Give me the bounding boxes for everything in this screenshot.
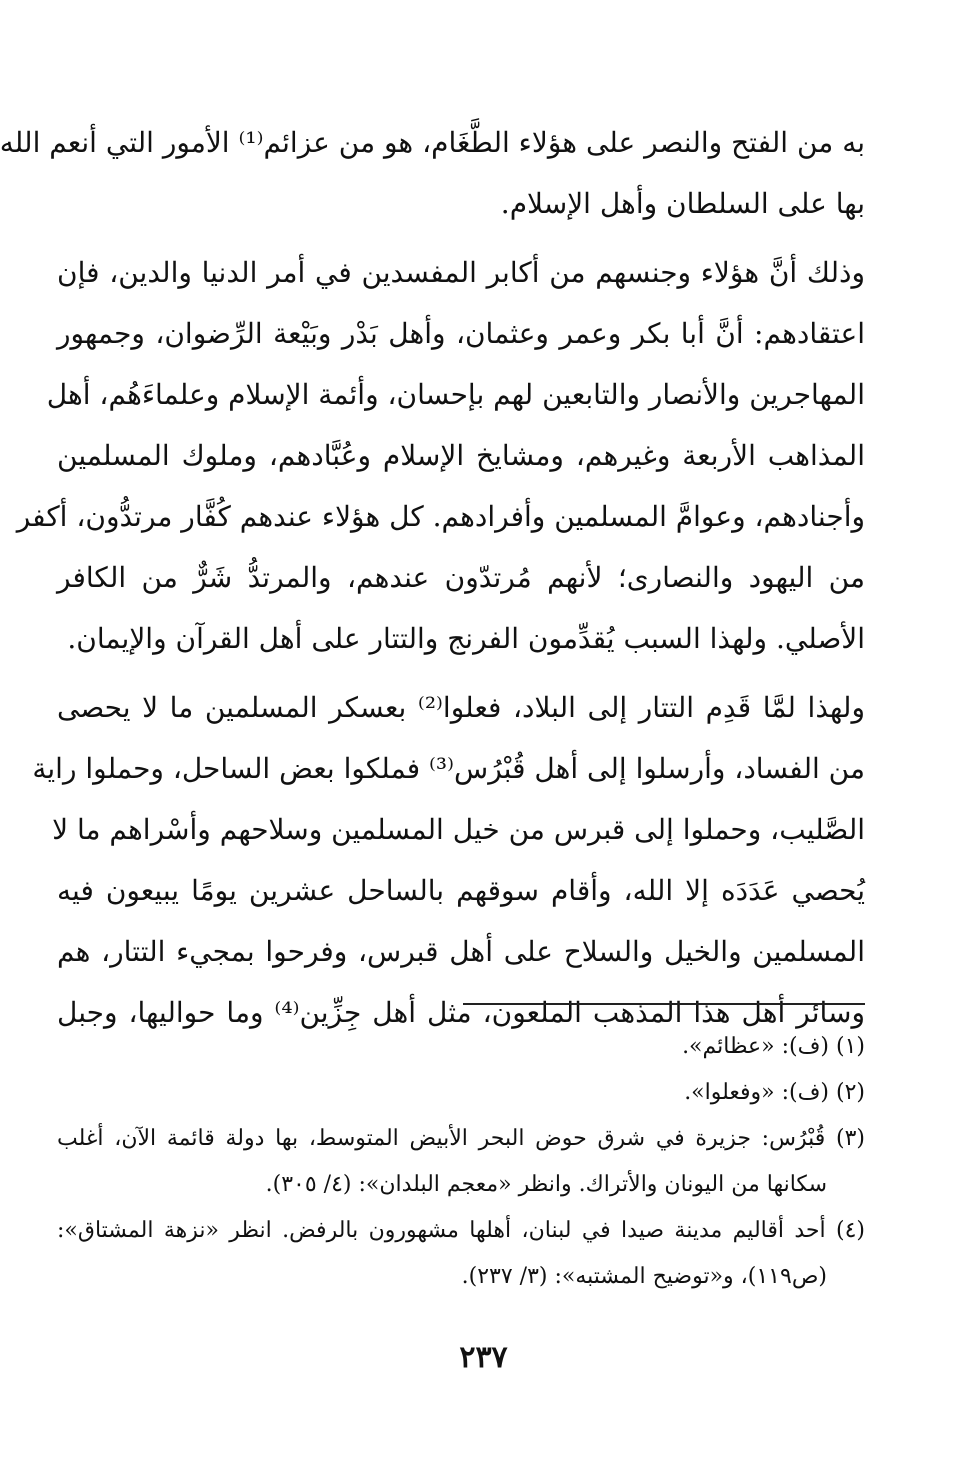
footnote-1: (١) (ف): «عظائم». bbox=[682, 1034, 865, 1059]
text-line: من اليهود والنصارى؛ لأنهم مُرتدّون عندهم، والمرتدُّ شَرٌّ من الكافر bbox=[57, 561, 865, 594]
page-number: ٢٣٧ bbox=[459, 1340, 508, 1375]
text-line: المذاهب الأربعة وغيرهم، ومشايخ الإسلام وعُبَّادهم، وملوك المسلمين bbox=[57, 439, 865, 472]
footnote-4-continuation: (ص١١٩)، و«توضيح المشتبه»: (٣/ ٢٣٧). bbox=[461, 1264, 827, 1289]
text-line: المسلمين والخيل والسلاح على أهل قبرس، وفرحوا بمجيء التتار، هم bbox=[57, 935, 865, 968]
text-line: وذلك أنَّ هؤلاء وجنسهم من أكابر المفسدين في أمر الدنيا والدين، فإن bbox=[57, 256, 865, 289]
footnote-4: (٤) أحد أقاليم مدينة صيدا في لبنان، أهلها مشهورون بالرفض. انظر «نزهة المشتاق»: bbox=[57, 1218, 865, 1243]
footnote-separator bbox=[463, 1003, 865, 1005]
text-line: بها على السلطان وأهل الإسلام. bbox=[500, 187, 865, 220]
text-line: من الفساد، وأرسلوا إلى أهل قُبْرُس⁽³⁾ فملكوا بعض الساحل، وحملوا راية bbox=[32, 752, 865, 785]
text-line: يُحصي عَدَدَه إلا الله، وأقام سوقهم بالساحل عشرين يومًا يبيعون فيه bbox=[57, 874, 865, 907]
text-line: وأجنادهم، وعوامَّ المسلمين وأفرادهم. كل هؤلاء عندهم كُفَّار مرتدُّون، أكفر bbox=[16, 500, 865, 533]
paragraph-gap bbox=[57, 669, 865, 677]
text-line: به من الفتح والنصر على هؤلاء الطَّغَام، هو من عزائم⁽¹⁾ الأمور التي أنعم الله bbox=[0, 126, 865, 159]
footnote-3: (٣) قُبْرُس: جزيرة في شرق حوض البحر الأبيض المتوسط، بها دولة قائمة الآن، أغلب bbox=[57, 1126, 865, 1151]
text-line: وسائر أهل هذا المذهب الملعون، مثل أهل جِزِّين⁽⁴⁾ وما حواليها، وجبل bbox=[57, 996, 866, 1029]
text-line: الأصلي. ولهذا السبب يُقدِّمون الفرنج والتتار على أهل القرآن والإيمان. bbox=[67, 622, 865, 655]
main-text bbox=[0, 112, 866, 1043]
text-line: ولهذا لمَّا قَدِم التتار إلى البلاد، فعلوا⁽²⁾ بعسكر المسلمين ما لا يحصى bbox=[57, 691, 865, 724]
footnotes bbox=[57, 1024, 865, 1300]
footnote-2: (٢) (ف): «وفعلوا». bbox=[684, 1080, 865, 1105]
footnote-3-continuation: سكانها من اليونان والأتراك. وانظر «معجم البلدان»: (٤/ ٣٠٥). bbox=[265, 1172, 827, 1197]
paragraph-gap bbox=[57, 234, 865, 242]
text-line: المهاجرين والأنصار والتابعين لهم بإحسان، وأئمة الإسلام وعلماءَهُم، أهل bbox=[46, 378, 865, 411]
text-line: اعتقادهم: أنَّ أبا بكر وعمر وعثمان، وأهل بَدْر وبَيْعة الرِّضوان، وجمهور bbox=[57, 317, 865, 350]
text-line: الصَّليب، وحملوا إلى قبرس من خيل المسلمين وسلاحهم وأسْراهم ما لا bbox=[52, 813, 865, 846]
